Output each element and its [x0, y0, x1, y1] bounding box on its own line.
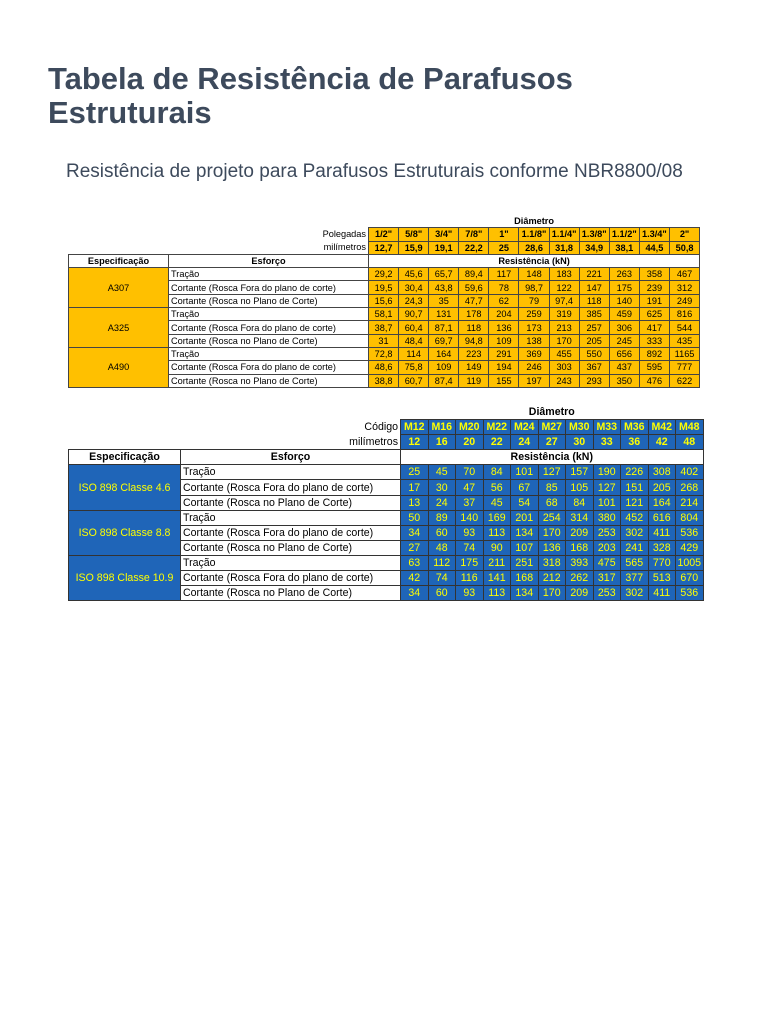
value-cell: 24 — [428, 495, 456, 510]
value-cell: 169 — [483, 510, 511, 525]
value-cell: 209 — [566, 586, 594, 601]
value-cell: 226 — [621, 465, 649, 480]
value-cell: 770 — [648, 555, 676, 570]
value-cell: 239 — [639, 281, 669, 294]
value-cell: 90 — [483, 540, 511, 555]
value-cell: 67 — [511, 480, 539, 495]
spec-cell: A490 — [69, 347, 169, 387]
value-cell: 317 — [593, 571, 621, 586]
value-cell: 47 — [456, 480, 484, 495]
page-title: Tabela de Resistência de Parafusos Estruturais — [48, 61, 573, 130]
value-cell: 513 — [648, 571, 676, 586]
value-cell: 19,5 — [369, 281, 399, 294]
value-cell: 30,4 — [399, 281, 429, 294]
value-cell: 85 — [538, 480, 566, 495]
value-cell: 148 — [519, 268, 549, 281]
value-cell: 89 — [428, 510, 456, 525]
esforco-cell: Tração — [169, 347, 369, 360]
value-cell: 333 — [639, 334, 669, 347]
esforco-cell: Tração — [169, 268, 369, 281]
diametro-header: Diâmetro — [528, 406, 575, 419]
mm-cell: 12 — [401, 435, 429, 450]
esforco-cell: Cortante (Rosca Fora do plano de corte) — [169, 281, 369, 294]
spec-cell: ISO 898 Classe 10.9 — [69, 555, 181, 600]
value-cell: 437 — [609, 361, 639, 374]
value-cell: 350 — [609, 374, 639, 387]
table-row — [69, 347, 700, 360]
header-row-mm — [69, 241, 700, 254]
size-cell: 7/8" — [459, 228, 489, 241]
value-cell: 221 — [579, 268, 609, 281]
value-cell: 65,7 — [429, 268, 459, 281]
value-cell: 262 — [566, 571, 594, 586]
value-cell: 302 — [621, 586, 649, 601]
size-cell: M24 — [511, 420, 539, 435]
value-cell: 98,7 — [519, 281, 549, 294]
value-cell: 170 — [538, 586, 566, 601]
value-cell: 170 — [538, 525, 566, 540]
value-cell: 63 — [401, 555, 429, 570]
col-esforco: Esforço — [169, 254, 369, 267]
value-cell: 777 — [669, 361, 699, 374]
value-cell: 319 — [549, 308, 579, 321]
header-row-diametro — [69, 405, 704, 420]
table-a-series — [68, 215, 700, 388]
value-cell: 164 — [648, 495, 676, 510]
table-iso-898 — [68, 405, 704, 601]
col-especificacao: Especificação — [69, 450, 181, 465]
value-cell: 1005 — [677, 556, 702, 569]
value-cell: 312 — [669, 281, 699, 294]
value-cell: 119 — [459, 374, 489, 387]
value-cell: 34 — [401, 525, 429, 540]
value-cell: 157 — [566, 465, 594, 480]
value-cell: 253 — [593, 525, 621, 540]
value-cell: 70 — [456, 465, 484, 480]
esforco-cell: Cortante (Rosca Fora do plano de corte) — [181, 480, 401, 495]
mm-cell: 15,9 — [399, 241, 429, 254]
mm-cell: 28,6 — [519, 241, 549, 254]
value-cell: 101 — [593, 495, 621, 510]
value-cell: 42 — [401, 571, 429, 586]
header-row-diametro — [69, 215, 700, 228]
size-cell: 2" — [669, 228, 699, 241]
value-cell: 670 — [676, 571, 704, 586]
value-cell: 385 — [579, 308, 609, 321]
header-row-mm — [69, 435, 704, 450]
value-cell: 62 — [489, 294, 519, 307]
table-row — [69, 308, 700, 321]
size-cell: 1.1/4" — [549, 228, 579, 241]
value-cell: 48,6 — [369, 361, 399, 374]
value-cell: 213 — [549, 321, 579, 334]
value-cell: 127 — [593, 480, 621, 495]
value-cell: 550 — [579, 347, 609, 360]
value-cell: 38,7 — [369, 321, 399, 334]
size-cell: 5/8" — [399, 228, 429, 241]
value-cell: 455 — [549, 347, 579, 360]
value-cell: 204 — [489, 308, 519, 321]
value-cell: 17 — [401, 480, 429, 495]
value-cell: 164 — [429, 347, 459, 360]
value-cell: 175 — [609, 281, 639, 294]
value-cell: 45,6 — [399, 268, 429, 281]
value-cell: 191 — [639, 294, 669, 307]
value-cell: 90,7 — [399, 308, 429, 321]
value-cell: 117 — [489, 268, 519, 281]
value-cell: 140 — [609, 294, 639, 307]
spec-cell: A307 — [69, 268, 169, 308]
value-cell: 402 — [676, 465, 704, 480]
value-cell: 127 — [538, 465, 566, 480]
mm-cell: 48 — [676, 435, 704, 450]
value-cell: 411 — [648, 525, 676, 540]
value-cell: 27 — [401, 540, 429, 555]
value-cell: 622 — [669, 374, 699, 387]
value-cell: 203 — [593, 540, 621, 555]
value-cell: 536 — [676, 525, 704, 540]
esforco-cell: Tração — [181, 555, 401, 570]
value-cell: 201 — [511, 510, 539, 525]
header-row-size — [69, 228, 700, 241]
mm-cell: 27 — [538, 435, 566, 450]
value-cell: 47,7 — [459, 294, 489, 307]
esforco-cell: Tração — [169, 308, 369, 321]
value-cell: 107 — [511, 540, 539, 555]
table-row — [69, 510, 704, 525]
size-cell: M22 — [483, 420, 511, 435]
value-cell: 24,3 — [399, 294, 429, 307]
value-cell: 101 — [511, 465, 539, 480]
esforco-cell: Tração — [181, 465, 401, 480]
esforco-cell: Cortante (Rosca Fora do plano de corte) — [181, 571, 401, 586]
size-cell: 1/2" — [369, 228, 399, 241]
value-cell: 417 — [639, 321, 669, 334]
table-row — [69, 555, 704, 570]
value-cell: 141 — [483, 571, 511, 586]
value-cell: 168 — [511, 571, 539, 586]
value-cell: 94,8 — [459, 334, 489, 347]
value-cell: 74 — [456, 540, 484, 555]
mm-cell: 30 — [566, 435, 594, 450]
value-cell: 377 — [621, 571, 649, 586]
value-cell: 13 — [401, 495, 429, 510]
blank-cell — [69, 215, 369, 228]
value-cell: 136 — [538, 540, 566, 555]
mm-cell: 38,1 — [609, 241, 639, 254]
size-cell: M12 — [401, 420, 429, 435]
value-cell: 544 — [669, 321, 699, 334]
resistencia-header: Resistência (kN) — [401, 450, 704, 465]
value-cell: 318 — [538, 555, 566, 570]
value-cell: 72,8 — [369, 347, 399, 360]
value-cell: 214 — [676, 495, 704, 510]
value-cell: 113 — [483, 525, 511, 540]
value-cell: 1165 — [669, 347, 699, 360]
value-cell: 291 — [489, 347, 519, 360]
value-cell: 43,8 — [429, 281, 459, 294]
mm-cell: 19,1 — [429, 241, 459, 254]
value-cell: 183 — [549, 268, 579, 281]
value-cell: 134 — [511, 586, 539, 601]
value-cell: 151 — [621, 480, 649, 495]
spec-cell: A325 — [69, 308, 169, 348]
size-cell: 1.1/2" — [609, 228, 639, 241]
value-cell: 118 — [459, 321, 489, 334]
size-cell: M16 — [428, 420, 456, 435]
value-cell: 536 — [676, 586, 704, 601]
value-cell: 625 — [639, 308, 669, 321]
blank-cell — [69, 405, 401, 420]
mm-cell: 31,8 — [549, 241, 579, 254]
mm-cell: 12,7 — [369, 241, 399, 254]
size-cell: M30 — [566, 420, 594, 435]
size-label: Código — [364, 421, 398, 434]
mm-cell: 24 — [511, 435, 539, 450]
value-cell: 37 — [456, 495, 484, 510]
value-cell: 804 — [676, 510, 704, 525]
value-cell: 251 — [511, 555, 539, 570]
value-cell: 45 — [428, 465, 456, 480]
value-cell: 367 — [579, 361, 609, 374]
value-cell: 467 — [669, 268, 699, 281]
value-cell: 147 — [579, 281, 609, 294]
mm-cell: 33 — [593, 435, 621, 450]
mm-cell: 50,8 — [669, 241, 699, 254]
mm-label: milímetros — [323, 242, 366, 253]
value-cell: 60,4 — [399, 321, 429, 334]
value-cell: 223 — [459, 347, 489, 360]
value-cell: 293 — [579, 374, 609, 387]
value-cell: 78 — [489, 281, 519, 294]
header-row-size — [69, 420, 704, 435]
mm-cell: 42 — [648, 435, 676, 450]
value-cell: 616 — [648, 510, 676, 525]
value-cell: 170 — [549, 334, 579, 347]
value-cell: 259 — [519, 308, 549, 321]
value-cell: 69,7 — [429, 334, 459, 347]
value-cell: 134 — [511, 525, 539, 540]
value-cell: 429 — [676, 540, 704, 555]
mm-cell: 44,5 — [639, 241, 669, 254]
value-cell: 45 — [483, 495, 511, 510]
size-cell: M27 — [538, 420, 566, 435]
value-cell: 358 — [639, 268, 669, 281]
value-cell: 87,4 — [429, 374, 459, 387]
esforco-cell: Cortante (Rosca no Plano de Corte) — [169, 294, 369, 307]
value-cell: 306 — [609, 321, 639, 334]
value-cell: 245 — [609, 334, 639, 347]
value-cell: 816 — [669, 308, 699, 321]
value-cell: 60 — [428, 586, 456, 601]
esforco-cell: Cortante (Rosca Fora do plano de corte) — [169, 361, 369, 374]
size-cell: M33 — [593, 420, 621, 435]
value-cell: 74 — [428, 571, 456, 586]
value-cell: 656 — [609, 347, 639, 360]
size-cell: 1.3/4" — [639, 228, 669, 241]
value-cell: 243 — [549, 374, 579, 387]
value-cell: 253 — [593, 586, 621, 601]
table-row — [69, 465, 704, 480]
value-cell: 38,8 — [369, 374, 399, 387]
mm-label: milímetros — [349, 435, 398, 448]
value-cell: 25 — [401, 465, 429, 480]
page-subtitle: Resistência de projeto para Parafusos Estruturais conforme NBR8800/08 — [66, 161, 683, 182]
column-header-row — [69, 254, 700, 267]
table-row — [69, 268, 700, 281]
value-cell: 459 — [609, 308, 639, 321]
value-cell: 393 — [566, 555, 594, 570]
value-cell: 263 — [609, 268, 639, 281]
value-cell: 173 — [519, 321, 549, 334]
value-cell: 302 — [621, 525, 649, 540]
value-cell: 328 — [648, 540, 676, 555]
diametro-header: Diâmetro — [514, 216, 554, 227]
value-cell: 84 — [483, 465, 511, 480]
value-cell: 31 — [369, 334, 399, 347]
resistencia-header: Resistência (kN) — [369, 254, 700, 267]
value-cell: 58,1 — [369, 308, 399, 321]
value-cell: 595 — [639, 361, 669, 374]
value-cell: 112 — [428, 555, 456, 570]
value-cell: 140 — [456, 510, 484, 525]
esforco-cell: Cortante (Rosca no Plano de Corte) — [181, 586, 401, 601]
esforco-cell: Cortante (Rosca no Plano de Corte) — [181, 495, 401, 510]
value-cell: 197 — [519, 374, 549, 387]
column-header-row — [69, 450, 704, 465]
size-label: Polegadas — [322, 229, 366, 240]
value-cell: 89,4 — [459, 268, 489, 281]
value-cell: 118 — [579, 294, 609, 307]
size-cell: 1.3/8" — [579, 228, 609, 241]
esforco-cell: Cortante (Rosca no Plano de Corte) — [181, 540, 401, 555]
value-cell: 59,6 — [459, 281, 489, 294]
value-cell: 15,6 — [369, 294, 399, 307]
value-cell: 175 — [456, 555, 484, 570]
value-cell: 476 — [639, 374, 669, 387]
value-cell: 121 — [621, 495, 649, 510]
value-cell: 205 — [648, 480, 676, 495]
value-cell: 209 — [566, 525, 594, 540]
value-cell: 246 — [519, 361, 549, 374]
value-cell: 93 — [456, 525, 484, 540]
size-cell: 1" — [489, 228, 519, 241]
esforco-cell: Cortante (Rosca no Plano de Corte) — [169, 334, 369, 347]
value-cell: 380 — [593, 510, 621, 525]
value-cell: 116 — [456, 571, 484, 586]
mm-cell: 34,9 — [579, 241, 609, 254]
value-cell: 68 — [538, 495, 566, 510]
value-cell: 35 — [429, 294, 459, 307]
value-cell: 308 — [648, 465, 676, 480]
value-cell: 122 — [549, 281, 579, 294]
value-cell: 60 — [428, 525, 456, 540]
value-cell: 257 — [579, 321, 609, 334]
value-cell: 136 — [489, 321, 519, 334]
value-cell: 56 — [483, 480, 511, 495]
value-cell: 178 — [459, 308, 489, 321]
esforco-cell: Cortante (Rosca no Plano de Corte) — [169, 374, 369, 387]
value-cell: 87,1 — [429, 321, 459, 334]
value-cell: 452 — [621, 510, 649, 525]
value-cell: 113 — [483, 586, 511, 601]
value-cell: 194 — [489, 361, 519, 374]
value-cell: 84 — [566, 495, 594, 510]
col-esforco: Esforço — [181, 450, 401, 465]
value-cell: 60,7 — [399, 374, 429, 387]
size-cell: M36 — [621, 420, 649, 435]
value-cell: 435 — [669, 334, 699, 347]
value-cell: 168 — [566, 540, 594, 555]
value-cell: 48 — [428, 540, 456, 555]
value-cell: 131 — [429, 308, 459, 321]
value-cell: 97,4 — [549, 294, 579, 307]
esforco-cell: Cortante (Rosca Fora do plano de corte) — [169, 321, 369, 334]
value-cell: 109 — [489, 334, 519, 347]
value-cell: 190 — [593, 465, 621, 480]
value-cell: 54 — [511, 495, 539, 510]
value-cell: 314 — [566, 510, 594, 525]
value-cell: 205 — [579, 334, 609, 347]
value-cell: 241 — [621, 540, 649, 555]
value-cell: 892 — [639, 347, 669, 360]
esforco-cell: Tração — [181, 510, 401, 525]
size-cell: 3/4" — [429, 228, 459, 241]
value-cell: 50 — [401, 510, 429, 525]
value-cell: 411 — [648, 586, 676, 601]
size-cell: 1.1/8" — [519, 228, 549, 241]
value-cell: 48,4 — [399, 334, 429, 347]
mm-cell: 36 — [621, 435, 649, 450]
value-cell: 114 — [399, 347, 429, 360]
value-cell: 109 — [429, 361, 459, 374]
value-cell: 249 — [669, 294, 699, 307]
value-cell: 34 — [401, 586, 429, 601]
size-cell: M20 — [456, 420, 484, 435]
value-cell: 30 — [428, 480, 456, 495]
value-cell: 565 — [621, 555, 649, 570]
spec-cell: ISO 898 Classe 8.8 — [69, 510, 181, 555]
value-cell: 155 — [489, 374, 519, 387]
size-cell: M48 — [676, 420, 704, 435]
value-cell: 369 — [519, 347, 549, 360]
mm-cell: 22,2 — [459, 241, 489, 254]
spec-cell: ISO 898 Classe 4.6 — [69, 465, 181, 510]
value-cell: 212 — [538, 571, 566, 586]
col-especificacao: Especificação — [69, 254, 169, 267]
value-cell: 303 — [549, 361, 579, 374]
value-cell: 75,8 — [399, 361, 429, 374]
mm-cell: 22 — [483, 435, 511, 450]
value-cell: 254 — [538, 510, 566, 525]
value-cell: 149 — [459, 361, 489, 374]
value-cell: 79 — [519, 294, 549, 307]
value-cell: 29,2 — [369, 268, 399, 281]
value-cell: 475 — [593, 555, 621, 570]
value-cell: 105 — [566, 480, 594, 495]
value-cell: 93 — [456, 586, 484, 601]
mm-cell: 20 — [456, 435, 484, 450]
value-cell: 211 — [483, 555, 511, 570]
value-cell: 268 — [676, 480, 704, 495]
mm-cell: 16 — [428, 435, 456, 450]
value-cell: 138 — [519, 334, 549, 347]
size-cell: M42 — [648, 420, 676, 435]
mm-cell: 25 — [489, 241, 519, 254]
esforco-cell: Cortante (Rosca Fora do plano de corte) — [181, 525, 401, 540]
